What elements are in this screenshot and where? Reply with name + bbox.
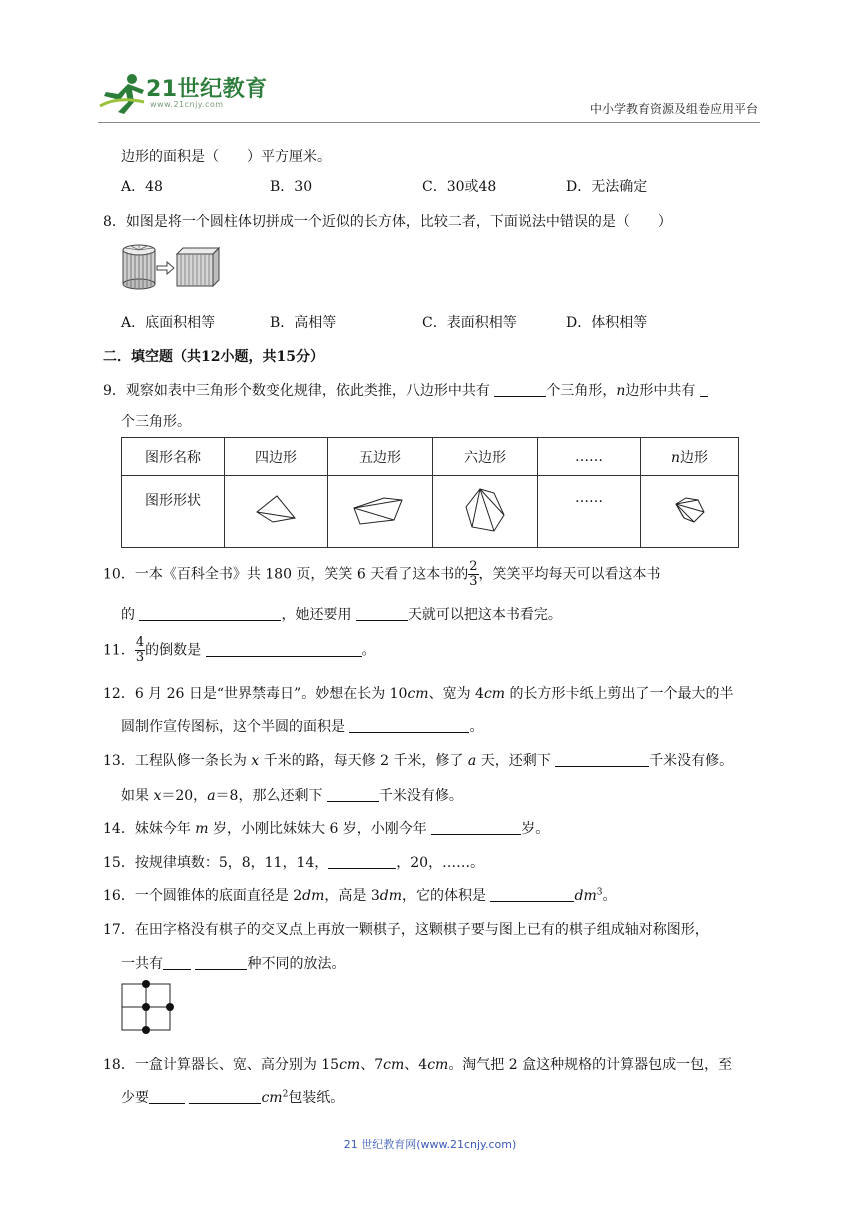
q12-text-b: 、宽为 4 xyxy=(428,686,484,702)
table-cell xyxy=(433,476,538,548)
q16-text-a: 16．一个圆锥体的底面直径是 2 xyxy=(103,888,303,904)
q17-line1: 17．在田字格没有棋子的交叉点上再放一颗棋子，这颗棋子要与图上已有的棋子组成轴对称图形， xyxy=(103,922,709,938)
q11-prefix: 11． xyxy=(103,642,135,659)
platform-label: 中小学教育资源及组卷应用平台 xyxy=(589,102,758,116)
q11-end: 。 xyxy=(361,642,376,659)
chess-piece xyxy=(142,1003,150,1011)
q9-blank-1[interactable] xyxy=(494,382,546,397)
q16-text-c: ，它的体积是 xyxy=(402,888,491,904)
q16-unit: dm xyxy=(302,888,325,904)
shape-table xyxy=(121,437,739,548)
q15-text-b: ，20，……。 xyxy=(396,855,485,871)
q7-option-c: C．30或48 xyxy=(422,179,497,195)
q13-line2 xyxy=(121,785,463,805)
q15-line xyxy=(103,852,484,872)
cylinder-to-cuboid-figure xyxy=(121,242,221,292)
q14-m: m xyxy=(195,821,209,837)
table-cell: …… xyxy=(538,476,641,548)
n-polygon-label: 边形 xyxy=(680,449,709,466)
q9-text-c: 边形中共有 xyxy=(625,383,700,399)
pentagon-shape xyxy=(350,492,410,528)
q9-text-b: 个三角形， xyxy=(546,383,617,399)
q10-blank-1[interactable] xyxy=(139,606,281,621)
q12-text-c: 的长方形卡纸上剪出了一个最大的半 xyxy=(505,686,734,702)
q10-blank-2[interactable] xyxy=(356,606,408,621)
q8-option-d: D．体积相等 xyxy=(566,315,648,331)
chess-piece xyxy=(166,1003,174,1011)
q18-line2 xyxy=(121,1087,344,1107)
q10-text-b: ，笑笑平均每天可以看这本书 xyxy=(478,566,661,583)
q8-stem: 8．如图是将一个圆柱体切拼成一个近似的长方体，比较二者，下面说法中错误的是（ ） xyxy=(103,214,672,230)
q13-a: a xyxy=(467,753,477,769)
q13-blank-1[interactable] xyxy=(555,752,649,767)
q18-exponent: 2 xyxy=(282,1089,289,1100)
q18-text-e: 少要 xyxy=(121,1090,149,1106)
table-cell: 六边形 xyxy=(433,438,538,476)
fraction-denominator: 3 xyxy=(469,574,478,589)
q10-text-a: 10．一本《百科全书》共 180 页，笑笑 6 天看了这本书的 xyxy=(103,566,469,583)
q13-text-e: 如果 xyxy=(121,788,154,804)
q8-option-a: A．底面积相等 xyxy=(121,315,216,331)
table-cell-label: 图形形状 xyxy=(122,476,225,548)
q16-exponent: 3 xyxy=(596,887,603,898)
table-row xyxy=(122,476,739,548)
q7-option-d: D．无法确定 xyxy=(566,179,648,195)
q18-unit: cm xyxy=(383,1057,405,1073)
q7-option-a: A．48 xyxy=(121,179,163,195)
table-cell: …… xyxy=(538,438,641,476)
table-cell: 五边形 xyxy=(328,438,433,476)
q17-blank-1[interactable] xyxy=(163,955,191,970)
q7-option-b: B．30 xyxy=(270,179,313,195)
q18-text-f: 包装纸。 xyxy=(288,1090,345,1106)
q9-line1 xyxy=(103,380,708,400)
q13-a: a xyxy=(207,788,216,804)
q13-text-f: ＝20， xyxy=(161,788,208,804)
q13-text-d: 千米没有修。 xyxy=(649,753,734,769)
q13-x: x xyxy=(251,753,260,769)
q13-text-h: 千米没有修。 xyxy=(378,788,463,804)
q14-blank[interactable] xyxy=(431,820,521,835)
q7-tail: 边形的面积是（ ）平方厘米。 xyxy=(121,149,331,165)
logo xyxy=(98,72,268,116)
q18-unit: cm xyxy=(261,1090,283,1106)
q13-text-g: ＝8，那么还剩下 xyxy=(215,788,327,804)
q10-text-c: 的 xyxy=(121,607,140,623)
q14-text-a: 14．妹妹今年 xyxy=(103,821,196,837)
q17-text-b: 种不同的放法。 xyxy=(247,956,346,972)
q10-line1 xyxy=(103,560,661,589)
q9-text-a: 9．观察如表中三角形个数变化规律，依此类推，八边形中共有 xyxy=(103,383,495,399)
q16-blank[interactable] xyxy=(490,887,574,902)
q9-n: n xyxy=(616,383,626,399)
q12-line2 xyxy=(121,716,483,736)
table-cell xyxy=(641,438,739,476)
header-divider xyxy=(98,122,760,123)
n-label: n xyxy=(670,449,681,466)
q17-text-a: 一共有 xyxy=(121,956,163,972)
q14-text-c: 岁。 xyxy=(521,821,550,837)
fraction-numerator: 2 xyxy=(469,559,478,574)
q11-text: 的倒数是 xyxy=(145,642,206,659)
fraction-denominator: 3 xyxy=(135,650,145,665)
q16-text-d: 。 xyxy=(602,888,617,904)
q10-line2 xyxy=(121,604,562,624)
hexagon-shape xyxy=(460,485,510,535)
q18-text-b: 、7 xyxy=(360,1057,384,1073)
q12-line1 xyxy=(103,683,734,703)
table-cell xyxy=(641,476,739,548)
q18-text-d: 。淘气把 2 盒这种规格的计算器包成一包，至 xyxy=(448,1057,733,1073)
q13-text-b: 千米的路，每天修 2 千米，修了 xyxy=(259,753,468,769)
q16-text-b: ，高是 3 xyxy=(324,888,380,904)
q11-line xyxy=(103,636,376,665)
q18-text-a: 18．一盒计算器长、宽、高分别为 15 xyxy=(103,1057,340,1073)
q18-text-c: 、4 xyxy=(404,1057,428,1073)
table-row xyxy=(122,438,739,476)
q16-line xyxy=(103,885,616,905)
table-cell: 四边形 xyxy=(225,438,328,476)
footer-link[interactable]: 21 世纪教育网(www.21cnjy.com) xyxy=(343,1138,517,1151)
q11-blank[interactable] xyxy=(206,642,362,657)
table-cell-label: 图形名称 xyxy=(122,438,225,476)
chess-piece xyxy=(142,980,150,988)
q17-blank-2[interactable] xyxy=(195,955,247,970)
quadrilateral-shape xyxy=(251,492,301,528)
q14-text-b: 岁，小刚比妹妹大 6 岁，小刚今年 xyxy=(208,821,432,837)
q14-line xyxy=(103,818,549,838)
q13-x: x xyxy=(153,788,162,804)
q13-text-c: 天，还剩下 xyxy=(476,753,556,769)
q12-text-a: 12．6 月 26 日是“世界禁毒日”。妙想在长为 10 xyxy=(103,686,408,702)
q9-blank-2[interactable] xyxy=(700,382,708,397)
q18-blank-1[interactable] xyxy=(149,1089,185,1104)
q16-unit: dm xyxy=(574,888,597,904)
q18-blank-2[interactable] xyxy=(189,1089,261,1104)
q13-text-a: 13．工程队修一条长为 xyxy=(103,753,252,769)
q16-unit: dm xyxy=(379,888,403,904)
q10-text-d: ，她还要用 xyxy=(281,607,356,623)
q10-fraction xyxy=(468,560,478,589)
q12-text-e: 。 xyxy=(469,719,484,735)
q8-option-c: C．表面积相等 xyxy=(422,315,517,331)
table-cell xyxy=(328,476,433,548)
q8-option-b: B．高相等 xyxy=(270,315,337,331)
table-cell xyxy=(225,476,328,548)
q17-line2 xyxy=(121,953,345,973)
q15-text-a: 15．按规律填数：5，8，11，14， xyxy=(103,855,329,871)
tian-grid-figure xyxy=(118,980,176,1036)
q18-unit: cm xyxy=(427,1057,449,1073)
fraction-numerator: 4 xyxy=(135,635,145,650)
q15-blank[interactable] xyxy=(328,854,396,869)
logo-text: 21世纪教育 xyxy=(146,77,268,102)
q12-unit: cm xyxy=(483,686,506,702)
q12-text-d: 圆制作宣传图标，这个半圆的面积是 xyxy=(121,719,350,735)
q13-line1 xyxy=(103,750,733,770)
n-gon-shape xyxy=(670,492,710,528)
arrow-right-icon xyxy=(157,262,174,274)
cylinder-icon xyxy=(123,245,155,289)
q12-unit: cm xyxy=(407,686,429,702)
q13-blank-2[interactable] xyxy=(327,787,379,802)
runner-icon xyxy=(98,72,146,116)
q18-line1 xyxy=(103,1054,732,1074)
q12-blank[interactable] xyxy=(349,718,469,733)
q10-text-e: 天就可以把这本书看完。 xyxy=(407,607,562,623)
section-title: 二．填空题（共12小题，共15分） xyxy=(103,349,324,365)
q9-line2: 个三角形。 xyxy=(121,414,191,430)
q11-fraction xyxy=(135,636,145,665)
cuboid-icon xyxy=(177,248,219,286)
chess-piece xyxy=(142,1026,150,1034)
q18-unit: cm xyxy=(339,1057,361,1073)
logo-url: www.21cnjy.com xyxy=(150,100,224,109)
